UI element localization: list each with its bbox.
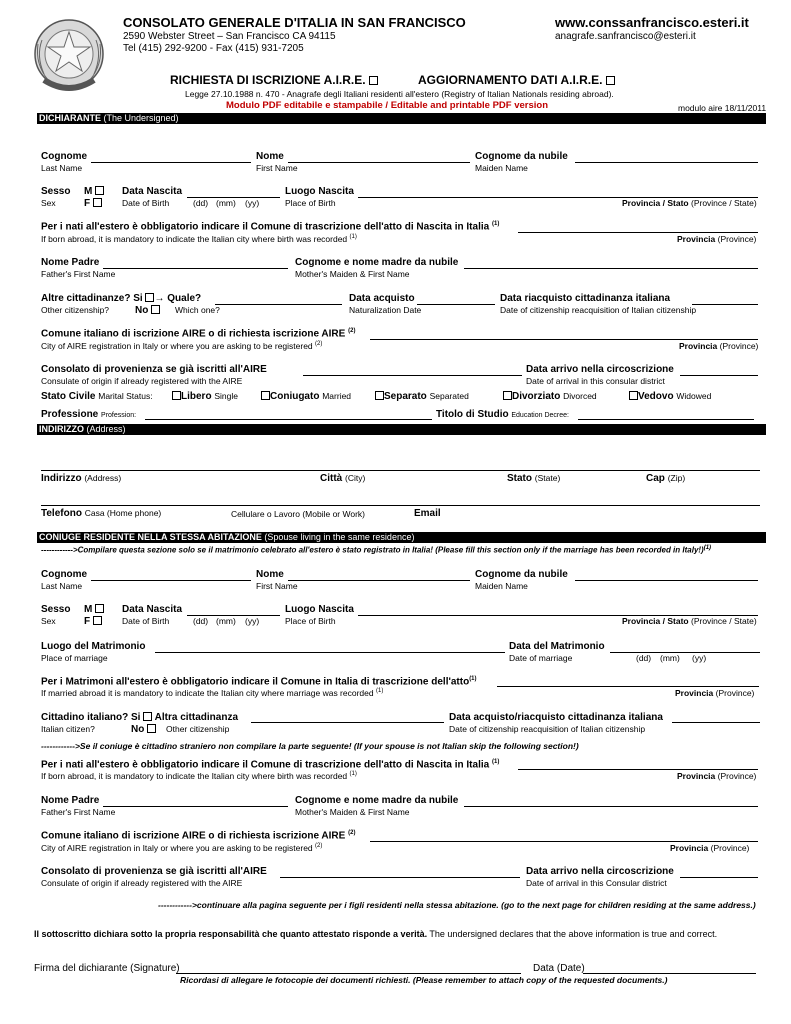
dob-yy: (yy) bbox=[245, 198, 260, 208]
date-label: Data (Date) bbox=[533, 963, 585, 974]
status-widowed bbox=[629, 391, 711, 402]
province-en: (Province) bbox=[717, 234, 757, 244]
firstname-label: Nome bbox=[256, 151, 284, 162]
zip bbox=[646, 473, 685, 484]
declaration-it: Il sottoscritto dichiara sotto la propria responsabilità che quanto attestato risponde a verità. bbox=[34, 929, 428, 939]
aire-city-it-text: Comune italiano di iscrizione AIRE o di richiesta iscrizione AIRE bbox=[41, 328, 346, 340]
status-divorced bbox=[503, 391, 597, 402]
dob-mm: (mm) bbox=[216, 198, 236, 208]
state-label: Stato bbox=[507, 473, 532, 484]
spouse-maiden-label: Cognome da nubile bbox=[475, 569, 568, 580]
phone-field[interactable] bbox=[41, 505, 760, 506]
father-label: Nome Padre bbox=[41, 257, 100, 268]
spouse-aire-city-en bbox=[41, 843, 322, 853]
italian-citizen-label: Cittadino italiano? Si bbox=[41, 712, 141, 723]
signature-label: Firma del dichiarante (Signature) bbox=[34, 963, 180, 974]
province-en: (Province) bbox=[717, 771, 757, 781]
city bbox=[320, 473, 365, 484]
spouse-born-abroad-it bbox=[41, 759, 499, 770]
province-en: (Province) bbox=[719, 341, 759, 351]
spouse-origin-consulate-label: Consolato di provenienza se già iscritti all'AIRE bbox=[41, 866, 267, 877]
spouse-reacq-label: Data acquisto/riacquisto cittadinanza italiana bbox=[449, 712, 663, 723]
spouse-sex-m-checkbox[interactable] bbox=[95, 604, 104, 613]
province-caption-2 bbox=[679, 341, 758, 351]
no-label-2: No bbox=[131, 724, 145, 735]
spouse-mother-field[interactable] bbox=[464, 806, 758, 807]
declaration bbox=[34, 929, 717, 939]
update-checkbox[interactable] bbox=[606, 76, 615, 85]
form-title-update bbox=[418, 73, 615, 87]
province-en: (Province) bbox=[710, 843, 750, 853]
profession-label: Professione bbox=[41, 409, 99, 420]
father-field[interactable] bbox=[103, 268, 288, 269]
province-label: Provincia bbox=[675, 688, 714, 698]
spouse-sex-f bbox=[84, 616, 102, 627]
note-1-marker: (1) bbox=[375, 688, 384, 695]
spouse-aire-city-it bbox=[41, 830, 355, 841]
widowed-en: Widowed bbox=[676, 391, 712, 401]
italian-citizen-no bbox=[131, 724, 156, 735]
spouse-sex-m-label: M bbox=[84, 604, 93, 615]
province-caption-3 bbox=[675, 688, 754, 698]
maiden-field[interactable] bbox=[575, 162, 758, 163]
born-abroad-it-text: Per i nati all'estero è obbligatorio indicare il Comune di trascrizione dell'atto di Nascita in Italia bbox=[41, 221, 490, 233]
province-state-en: (Province / State) bbox=[690, 616, 757, 626]
spouse-reacq-field[interactable] bbox=[672, 722, 760, 723]
sex-m bbox=[84, 186, 104, 197]
married-abroad-en-text: If married abroad it is mandatory to indicate the Italian city where marriage was recorded bbox=[41, 688, 374, 698]
note-1-marker: (1) bbox=[349, 771, 357, 778]
signature-field[interactable] bbox=[176, 973, 521, 974]
note-1-marker: (1) bbox=[469, 676, 477, 682]
maiden-label: Cognome da nubile bbox=[475, 151, 568, 162]
spouse-firstname-field[interactable] bbox=[288, 580, 470, 581]
spouse-surname-en: Last Name bbox=[41, 581, 83, 591]
other-citizenship-2-label: Altra cittadinanza bbox=[154, 712, 239, 723]
origin-consulate-label: Consolato di provenienza se già iscritti all'AIRE bbox=[41, 364, 267, 375]
spouse-born-abroad-en-text: If born abroad, it is mandatory to indicate the Italian city where birth was recorded bbox=[41, 771, 348, 781]
arrival-en: Date of arrival in this consular district bbox=[526, 376, 665, 386]
dob-dd: (dd) bbox=[193, 198, 209, 208]
spouse-born-abroad-it-text: Per i nati all'estero è obbligatorio indicare il Comune di trascrizione dell'atto di Nascita in Italia bbox=[41, 759, 490, 771]
note-2-marker: (2) bbox=[348, 328, 356, 334]
spouse-aire-city-en-text: City of AIRE registration in Italy or where you are asking to be registered bbox=[41, 843, 313, 853]
dob-en: Date of Birth bbox=[122, 198, 170, 208]
section-spouse-title: CONIUGE RESIDENTE NELLA STESSA ABITAZIONE bbox=[39, 532, 262, 542]
form-title-request bbox=[170, 73, 378, 87]
single-en: Single bbox=[214, 391, 238, 401]
marriage-date-field[interactable] bbox=[610, 652, 760, 653]
spouse-note-text: ------------>Compilare questa sezione solo se il matrimonio celebrato all'estero è stato registrato in Italia! (Please fill this section only if the marriage has been recorded in Italy!) bbox=[41, 545, 704, 555]
section-spouse-bar bbox=[37, 532, 766, 543]
spouse-surname-field[interactable] bbox=[91, 580, 251, 581]
married-abroad-it bbox=[41, 676, 477, 687]
pob-en: Place of Birth bbox=[285, 198, 336, 208]
separated-checkbox[interactable] bbox=[375, 391, 384, 400]
sex-en: Sex bbox=[41, 198, 56, 208]
spouse-surname-label: Cognome bbox=[41, 569, 88, 580]
profession-field[interactable] bbox=[145, 419, 432, 420]
surname-label: Cognome bbox=[41, 151, 88, 162]
section-declarant-bar bbox=[37, 113, 766, 124]
spouse-origin-consulate-en: Consulate of origin if already registered with the AIRE bbox=[41, 878, 243, 888]
section-declarant-title: DICHIARANTE bbox=[39, 113, 101, 123]
spouse-maiden-en: Maiden Name bbox=[475, 581, 528, 591]
acquisition-label: Data acquisto bbox=[349, 293, 415, 304]
married-checkbox[interactable] bbox=[261, 391, 270, 400]
spouse-dob-yy: (yy) bbox=[245, 616, 260, 626]
spouse-sex-f-checkbox[interactable] bbox=[93, 616, 102, 625]
other-citizenship-2-en: Other citizenship bbox=[166, 724, 230, 734]
declaration-en: The undersigned declares that the above information is true and correct. bbox=[429, 929, 718, 939]
spouse-arrival-field[interactable] bbox=[680, 877, 758, 878]
spouse-sex-f-label: F bbox=[84, 616, 91, 627]
spouse-dob-dd: (dd) bbox=[193, 616, 209, 626]
status-married bbox=[261, 391, 351, 402]
acquisition-field[interactable] bbox=[417, 304, 495, 305]
skip-note: ------------>Se il coniuge è cittadino straniero non compilare la parte seguente! (If your spouse is not Italian skip the following section!) bbox=[41, 741, 579, 751]
province-caption-4 bbox=[677, 771, 756, 781]
email-link[interactable]: anagrafe.sanfrancisco@esteri.it bbox=[555, 31, 696, 42]
spouse-pob-label: Luogo Nascita bbox=[285, 604, 354, 615]
education-label: Titolo di Studio bbox=[436, 409, 509, 420]
spouse-pob-en: Place of Birth bbox=[285, 616, 336, 626]
profession-en: Profession: bbox=[101, 412, 137, 419]
street-en: (Address) bbox=[84, 473, 122, 483]
single-checkbox[interactable] bbox=[172, 391, 181, 400]
spouse-aire-city-it-text: Comune italiano di iscrizione AIRE o di richiesta iscrizione AIRE bbox=[41, 830, 346, 842]
marital-status bbox=[41, 391, 153, 402]
state bbox=[507, 473, 560, 484]
spouse-father-field[interactable] bbox=[103, 806, 288, 807]
city-en: (City) bbox=[345, 473, 366, 483]
form-version: modulo aire 18/11/2011 bbox=[678, 103, 767, 113]
province-caption-5 bbox=[670, 843, 749, 853]
marriage-date-en: Date of marriage bbox=[509, 653, 573, 663]
spouse-firstname-en: First Name bbox=[256, 581, 298, 591]
married-abroad-field[interactable] bbox=[497, 686, 759, 687]
marital-status-label: Stato Civile bbox=[41, 391, 96, 402]
date-field[interactable] bbox=[583, 973, 756, 974]
spouse-sex-label: Sesso bbox=[41, 604, 71, 615]
education-field[interactable] bbox=[578, 419, 754, 420]
spouse-dob-en: Date of Birth bbox=[122, 616, 170, 626]
phone-en: Casa (Home phone) bbox=[84, 508, 162, 518]
sex-label: Sesso bbox=[41, 186, 71, 197]
no-label: No bbox=[135, 305, 149, 316]
section-declarant-sub: (The Undersigned) bbox=[103, 113, 179, 123]
title-request-label: RICHIESTA DI ISCRIZIONE A.I.R.E. bbox=[170, 73, 366, 87]
section-spouse-sub: (Spouse living in the same residence) bbox=[264, 532, 415, 542]
mother-en: Mother's Maiden & First Name bbox=[295, 269, 410, 279]
spouse-province-state-caption bbox=[622, 616, 757, 626]
email-label: Email bbox=[414, 508, 441, 519]
province-state-caption bbox=[622, 198, 757, 208]
province-label: Provincia bbox=[679, 341, 718, 351]
continue-note: ------------>continuare alla pagina seguente per i figli residenti nella stessa abitazione. (go to the next page for children residing at the same address.) bbox=[158, 900, 756, 910]
spouse-aire-city-field[interactable] bbox=[370, 841, 758, 842]
section-address-bar bbox=[37, 424, 766, 435]
other-citizenship-en: Other citizenship? bbox=[41, 305, 110, 315]
spouse-born-abroad-en bbox=[41, 771, 357, 781]
sex-m-label: M bbox=[84, 186, 93, 197]
law-reference: Legge 27.10.1988 n. 470 - Anagrafe degli Italiani residenti all'estero (Registry of Italian Nationals residing abroad). bbox=[185, 89, 614, 99]
born-abroad-en bbox=[41, 234, 357, 244]
marriage-dd: (dd) bbox=[636, 653, 652, 663]
province-label: Provincia bbox=[670, 843, 709, 853]
profession bbox=[41, 409, 136, 420]
address-field[interactable] bbox=[41, 470, 760, 471]
reacquisition-en: Date of citizenship reacquisition of Italian citizenship bbox=[500, 305, 697, 315]
other-citizenship-label: Altre cittadinanze? Si bbox=[41, 293, 143, 304]
status-separated bbox=[375, 391, 469, 402]
spouse-origin-consulate-field[interactable] bbox=[280, 877, 520, 878]
zip-label: Cap bbox=[646, 473, 665, 484]
zip-en: (Zip) bbox=[667, 473, 686, 483]
street-label: Indirizzo bbox=[41, 473, 82, 484]
firstname-field[interactable] bbox=[288, 162, 470, 163]
mother-field[interactable] bbox=[464, 268, 758, 269]
acquisition-en: Naturalization Date bbox=[349, 305, 422, 315]
separated-en: Separated bbox=[429, 391, 469, 401]
marital-status-en: Marital Status: bbox=[98, 391, 153, 401]
marriage-place-label: Luogo del Matrimonio bbox=[41, 641, 146, 652]
spouse-father-label: Nome Padre bbox=[41, 795, 100, 806]
married-en: Married bbox=[322, 391, 352, 401]
origin-consulate-en: Consulate of origin if already registered with the AIRE bbox=[41, 376, 243, 386]
province-state-label: Provincia / Stato bbox=[622, 198, 689, 208]
spouse-dob-label: Data Nascita bbox=[122, 604, 183, 615]
province-caption-1 bbox=[677, 234, 756, 244]
arrival-field[interactable] bbox=[680, 375, 758, 376]
single-label: Libero bbox=[181, 391, 212, 402]
separated-label: Separato bbox=[384, 391, 427, 402]
aire-city-field[interactable] bbox=[370, 339, 758, 340]
married-abroad-en bbox=[41, 688, 383, 698]
widowed-checkbox[interactable] bbox=[629, 391, 638, 400]
note-2-marker: (2) bbox=[315, 341, 323, 348]
consulate-address: 2590 Webster Street – San Francisco CA 94115 bbox=[123, 31, 336, 42]
divorced-label: Divorziato bbox=[512, 391, 561, 402]
other-citizenship-no bbox=[135, 305, 160, 316]
spouse-mother-label: Cognome e nome madre da nubile bbox=[295, 795, 459, 806]
province-label: Provincia bbox=[677, 771, 716, 781]
firstname-en: First Name bbox=[256, 163, 298, 173]
province-label: Provincia bbox=[677, 234, 716, 244]
spouse-sex-m bbox=[84, 604, 104, 615]
dob-label: Data Nascita bbox=[122, 186, 183, 197]
city-label: Città bbox=[320, 473, 343, 484]
education-en: Education Decree: bbox=[511, 412, 569, 419]
province-state-label: Provincia / Stato bbox=[622, 616, 689, 626]
spouse-father-en: Father's First Name bbox=[41, 807, 116, 817]
divorced-en: Divorced bbox=[563, 391, 597, 401]
spouse-sex-en: Sex bbox=[41, 616, 56, 626]
spouse-arrival-label: Data arrivo nella circoscrizione bbox=[526, 866, 674, 877]
reacquisition-field[interactable] bbox=[692, 304, 758, 305]
education bbox=[436, 409, 569, 420]
sex-f-checkbox[interactable] bbox=[93, 198, 102, 207]
other-citizenship-q bbox=[41, 293, 201, 304]
marriage-place-en: Place of marriage bbox=[41, 653, 108, 663]
note-1-marker: (1) bbox=[703, 545, 712, 551]
phone bbox=[41, 508, 161, 519]
republic-emblem bbox=[30, 14, 108, 98]
note-1-marker: (1) bbox=[491, 221, 500, 227]
aire-city-en bbox=[41, 341, 322, 351]
arrival-label: Data arrivo nella circoscrizione bbox=[526, 364, 674, 375]
spouse-note bbox=[41, 545, 711, 555]
consulate-phone: Tel (415) 292-9200 - Fax (415) 931-7205 bbox=[123, 43, 304, 54]
consulate-name: CONSOLATO GENERALE D'ITALIA IN SAN FRANCISCO bbox=[123, 15, 466, 30]
sex-m-checkbox[interactable] bbox=[95, 186, 104, 195]
which-label: → Quale? bbox=[154, 293, 202, 304]
italian-citizen-yes-checkbox[interactable] bbox=[143, 712, 152, 721]
state-en: (State) bbox=[534, 473, 561, 483]
divorced-checkbox[interactable] bbox=[503, 391, 512, 400]
mobile-en: Cellulare o Lavoro (Mobile or Work) bbox=[231, 509, 366, 519]
born-abroad-it bbox=[41, 221, 499, 232]
note-1-marker: (1) bbox=[491, 759, 500, 765]
origin-consulate-field[interactable] bbox=[303, 375, 522, 376]
marriage-place-field[interactable] bbox=[155, 652, 505, 653]
which-en: Which one? bbox=[175, 305, 220, 315]
spouse-mother-en: Mother's Maiden & First Name bbox=[295, 807, 410, 817]
father-en: Father's First Name bbox=[41, 269, 116, 279]
spouse-born-abroad-field[interactable] bbox=[518, 769, 758, 770]
italian-citizen-no-checkbox[interactable] bbox=[147, 724, 156, 733]
title-update-label: AGGIORNAMENTO DATI A.I.R.E. bbox=[418, 73, 603, 87]
spouse-other-citizenship-field[interactable] bbox=[251, 722, 444, 723]
note-2-marker: (2) bbox=[348, 830, 356, 836]
marriage-date-label: Data del Matrimonio bbox=[509, 641, 605, 652]
spouse-firstname-label: Nome bbox=[256, 569, 284, 580]
phone-label: Telefono bbox=[41, 508, 82, 519]
spouse-maiden-field[interactable] bbox=[575, 580, 758, 581]
sex-f-label: F bbox=[84, 198, 91, 209]
surname-field[interactable] bbox=[91, 162, 251, 163]
married-abroad-it-text: Per i Matrimoni all'estero è obbligatorio indicare il Comune in Italia di trascrizione dell'atto bbox=[41, 676, 470, 688]
widowed-label: Vedovo bbox=[638, 391, 674, 402]
born-abroad-field[interactable] bbox=[518, 232, 758, 233]
mother-label: Cognome e nome madre da nubile bbox=[295, 257, 459, 268]
street bbox=[41, 473, 121, 484]
which-field[interactable] bbox=[215, 304, 342, 305]
aire-city-en-text: City of AIRE registration in Italy or where you are asking to be registered bbox=[41, 341, 313, 351]
province-en: (Province) bbox=[715, 688, 755, 698]
marriage-mm: (mm) bbox=[660, 653, 680, 663]
spouse-arrival-en: Date of arrival in this Consular district bbox=[526, 878, 667, 888]
section-address-title: INDIRIZZO bbox=[39, 424, 84, 434]
married-label: Coniugato bbox=[270, 391, 320, 402]
note-2-marker: (2) bbox=[315, 843, 323, 850]
reminder-note: Ricordasi di allegare le fotocopie dei documenti richiesti. (Please remember to attach copy of the requested documents.) bbox=[180, 975, 668, 985]
aire-city-it bbox=[41, 328, 355, 339]
other-citizenship-no-checkbox[interactable] bbox=[151, 305, 160, 314]
spouse-dob-mm: (mm) bbox=[216, 616, 236, 626]
pob-label: Luogo Nascita bbox=[285, 186, 354, 197]
pdf-note: Modulo PDF editabile e stampabile / Editable and printable PDF version bbox=[226, 100, 548, 111]
born-abroad-en-text: If born abroad, it is mandatory to indicate the Italian city where birth was recorded bbox=[41, 234, 348, 244]
reacquisition-label: Data riacquisto cittadinanza italiana bbox=[500, 293, 671, 304]
note-1-marker: (1) bbox=[349, 234, 357, 241]
surname-en: Last Name bbox=[41, 163, 83, 173]
sex-f bbox=[84, 198, 102, 209]
province-state-en: (Province / State) bbox=[690, 198, 757, 208]
request-checkbox[interactable] bbox=[369, 76, 378, 85]
italian-citizen-q bbox=[41, 712, 238, 723]
status-single bbox=[172, 391, 238, 402]
section-address-sub: (Address) bbox=[86, 424, 126, 434]
maiden-en: Maiden Name bbox=[475, 163, 528, 173]
website-link[interactable]: www.conssanfrancisco.esteri.it bbox=[555, 15, 749, 30]
marriage-yy: (yy) bbox=[692, 653, 707, 663]
spouse-reacq-en: Date of citizenship reacquisition of Italian citizenship bbox=[449, 724, 646, 734]
italian-citizen-en: Italian citizen? bbox=[41, 724, 95, 734]
